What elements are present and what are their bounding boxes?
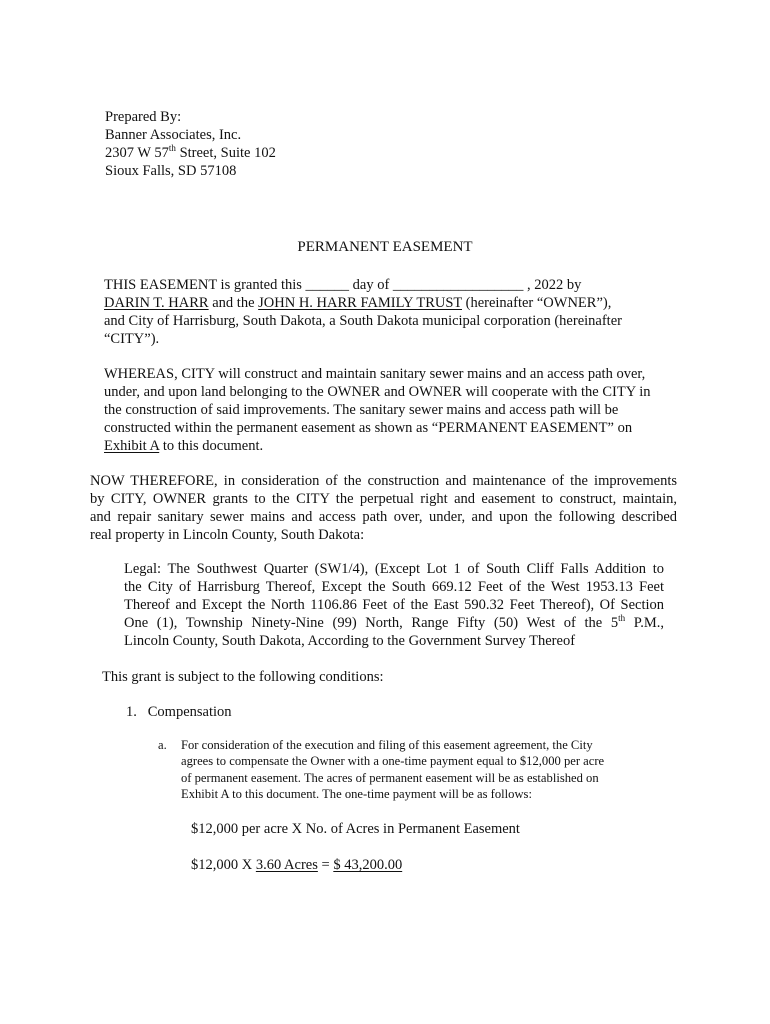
now-therefore-line-2: by CITY, OWNER grants to the CITY the perpetual right and easement to construct, maintain,	[90, 491, 677, 507]
street-suffix-sup: th	[168, 143, 176, 154]
legal-line-4	[124, 614, 664, 632]
legal-line-5: Lincoln County, South Dakota, According to the Government Survey Thereof	[124, 633, 576, 649]
now-therefore-line-4: real property in Lincoln County, South Dakota:	[90, 527, 365, 543]
whereas-line-5-end: to this document.	[159, 438, 264, 454]
prepared-by-block	[105, 108, 276, 180]
calc-equals: =	[317, 857, 334, 873]
owner-name-2: JOHN H. HARR FAMILY TRUST	[258, 295, 462, 311]
whereas-line-2: under, and upon land belonging to the OWNER and OWNER will cooperate with the CITY in	[104, 384, 651, 400]
legal-line-4-sup: th	[618, 613, 626, 624]
prepared-by-label: Prepared By:	[105, 109, 182, 125]
intro-paragraph	[104, 276, 674, 348]
company-name: Banner Associates, Inc.	[105, 127, 242, 143]
city-state-zip: Sioux Falls, SD 57108	[105, 163, 237, 179]
intro-line-4: “CITY”).	[104, 331, 160, 347]
subsection-a-line-3: of permanent easement. The acres of permanent easement will be as established on	[181, 770, 599, 785]
whereas-paragraph	[104, 365, 676, 455]
payment-calculation	[191, 856, 402, 874]
subsection-a-marker: a.	[158, 738, 167, 752]
street-address	[105, 144, 276, 162]
legal-line-4-post: P.M.,	[625, 615, 664, 631]
now-therefore-line-3: and repair sanitary sewer mains and access path over, under, and upon the following described	[90, 509, 677, 525]
legal-description	[124, 560, 664, 650]
owner-name-1: DARIN T. HARR	[104, 295, 209, 311]
legal-line-3: Thereof and Except the North 1106.86 Feet of the East 590.32 Feet Thereof), Of Section	[124, 597, 664, 613]
intro-line-3: and City of Harrisburg, South Dakota, a South Dakota municipal corporation (hereinafter	[104, 313, 622, 329]
payment-formula: $12,000 per acre X No. of Acres in Permanent Easement	[191, 821, 520, 837]
whereas-line-5	[104, 437, 676, 455]
intro-line-2-end: (hereinafter “OWNER”),	[462, 295, 612, 311]
whereas-line-3: the construction of said improvements. The sanitary sewer mains and access path will be	[104, 402, 619, 418]
document-title: PERMANENT EASEMENT	[297, 239, 473, 255]
subsection-a-line-2: agrees to compensate the Owner with a one-time payment equal to $12,000 per acre	[181, 754, 605, 769]
now-therefore-paragraph	[90, 472, 677, 544]
compensation-label: Compensation	[147, 704, 232, 720]
exhibit-a-reference: Exhibit A	[104, 438, 160, 454]
compensation-number: 1.	[126, 704, 137, 720]
legal-line-2: the City of Harrisburg Thereof, Except the South 669.12 Feet of the West 1953.13 Feet	[124, 579, 664, 595]
whereas-line-1: WHEREAS, CITY will construct and maintain sanitary sewer mains and an access path over,	[104, 366, 646, 382]
subsection-a-line-4: Exhibit A to this document. The one-time payment will be as follows:	[181, 787, 532, 802]
now-therefore-line-1: NOW THEREFORE, in consideration of the construction and maintenance of the improvements	[90, 473, 677, 489]
intro-line-2	[104, 294, 674, 312]
legal-line-1: Legal: The Southwest Quarter (SW1/4), (Except Lot 1 of South Cliff Falls Addition to	[124, 561, 664, 577]
calc-total: $ 43,200.00	[333, 857, 403, 873]
calc-acres: 3.60 Acres	[255, 857, 318, 873]
intro-line-1: THIS EASEMENT is granted this ______ day of __________________ , 2022 by	[104, 277, 582, 293]
compensation-heading	[126, 703, 232, 721]
grant-conditions-intro: This grant is subject to the following conditions:	[102, 669, 384, 685]
calc-rate: $12,000 X	[191, 857, 256, 873]
subsection-a-text	[181, 737, 604, 803]
subsection-a-line-1: For consideration of the execution and filing of this easement agreement, the City	[181, 738, 593, 752]
intro-and: and the	[208, 295, 259, 311]
whereas-line-4: constructed within the permanent easement as shown as “PERMANENT EASEMENT” on	[104, 420, 633, 436]
street-address-rest: Street, Suite 102	[175, 145, 276, 161]
street-address-number: 2307 W 57	[105, 145, 169, 161]
legal-line-4-pre: One (1), Township Ninety-Nine (99) North, Range Fifty (50) West of the 5	[124, 615, 619, 631]
